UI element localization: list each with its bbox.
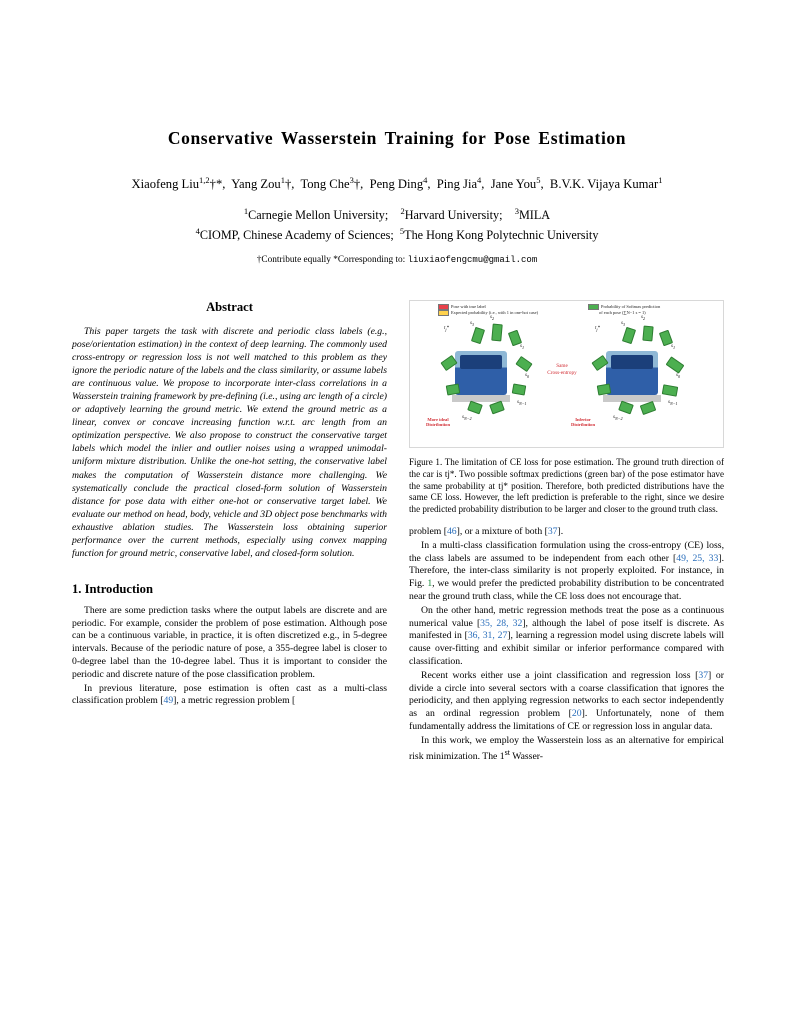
affiliation-line-1: $^1$Carnegie Mellon University; $^2$Harvard University; $^3$MILA [243, 206, 551, 223]
car-illustration-left [455, 351, 507, 395]
prob-bar-left-2 [491, 324, 502, 342]
citation-46[interactable]: 46 [446, 526, 457, 538]
prob-bar-right-2 [642, 326, 653, 342]
citation-group-1[interactable]: 49, 25, 33 [676, 552, 719, 564]
author-list: Xiaofeng Liu$^{1,2}$†*, Yang Zou$^1$†, Tong Che$^3$†, Peng Ding$^4$, Ping Jia$^4$, Jane You$^5$, B.V.K. Vijaya Kumar$^1$ [131, 175, 663, 192]
rp4-b: Wasser- [510, 750, 544, 762]
prob-bar-left-4 [515, 356, 532, 372]
figure-legend-right [588, 304, 718, 316]
citation-group-2[interactable]: 35, 28, 32 [480, 617, 523, 629]
bin-label-right-s0: $s_0$ [676, 373, 681, 379]
right-col-paragraph-4 [409, 735, 724, 764]
abstract-text: This paper targets the task with discrete and periodic class labels (e.g., pose/orientation estimation) in the context of deep learning. The commonly used cross-entropy or regression loss is not well matched to this problem as they ignore the periodic nature of the labels and the class similarity, or assume labels are continuous value. We propose to incorporate inter-class correlations in a Wasserstein training framework by pre-defining (i.e., using arc length of a circle) or adaptively learning the ground metric. We extend the ground metric as a linear, convex or concave increasing function w.r.t. arc length from an optimization perspective. We also propose to construct the conservative target labels which model the inlier and outlier noises using a wrapped unimodal-uniform mixture distribution. Unlike the one-hot setting, the conservative label makes the computation of Wasserstein distance more challenging. We systematically conclude the practical closed-form solution of Wasserstein distance for pose data with either one-hot or conservative target label. We evaluate our method on head, body, vehicle and 3D object pose benchmarks with exhaustive ablation studies. The Wasserstein loss obtaining superior performance over the current methods, especially using convex mapping function for ground metric, conservative label, and closed-form solution. [72, 326, 387, 559]
legend-swatch-yellow [438, 310, 449, 316]
legend-right-label-1: Probability of Softmax prediction [601, 304, 661, 310]
right-col-paragraph-2 [409, 605, 724, 669]
figure-1-caption: Figure 1. The limitation of CE loss for pose estimation. The ground truth direction of the car is tj*. Two possible softmax predictions (green bar) of the pose estimator have the same probability at tj* position. Therefore, both predicted distributions have the same CE loss. However, the left prediction is preferable to the right, since we desire the predicted probability distribution to be larger and closer to the ground truth class. [409, 457, 724, 515]
citation-37[interactable]: 37 [547, 526, 558, 538]
right-column [409, 300, 724, 765]
prob-bar-left-5 [512, 383, 527, 395]
section-heading-introduction: 1. Introduction [72, 581, 153, 596]
bin-label-right-s3: $s_3$ [621, 321, 626, 327]
rp2-a: On the other hand, metric regression methods treat the pose as a continuous numerical value [ [409, 604, 724, 629]
right-distribution-label: Inferior Distribution [571, 417, 595, 428]
corresponding-footnote [72, 255, 722, 265]
two-column-body [72, 300, 724, 765]
intro-p2-part-a: In previous literature, pose estimation is often cast as a multi-class classification problem [ [72, 682, 387, 707]
left-column [72, 300, 387, 765]
figure-legend-left [438, 304, 558, 316]
affiliation-line-2: $^4$CIOMP, Chinese Academy of Sciences; $^5$The Hong Kong Polytechnic University [195, 225, 599, 242]
right-col-paragraph-0: problem [46], or a mixture of both [37]. [409, 526, 564, 538]
rp3-c: ]. Unfortunately, none of them fundamentally address the limitations of CE or regression loss in angular data. [409, 708, 724, 733]
bin-label-left-s0: $s_0$ [525, 373, 530, 379]
rp4-a: In this work, we employ the Wasserstein loss as an alternative for empirical risk minimization. The 1 [409, 734, 724, 762]
rp1-b: ]. Therefore, the inter-class similarity is not properly exploited. For instance, in Fig. [409, 552, 725, 590]
figure-reference-1[interactable]: 1 [427, 578, 433, 590]
rp4-sup: st [504, 747, 510, 757]
footnote-text: †Contribute equally *Corresponding to: [256, 254, 408, 265]
same-cross-entropy-label: Same Cross-entropy [547, 363, 577, 376]
bin-label-left-t: $t_j*$ [444, 326, 450, 332]
rp1-a: In a multi-class classification formulation using the cross-entropy (CE) loss, the class labels are assumed to be independent from each other [ [409, 539, 724, 564]
bin-label-right-sn1: $s_{N-1}$ [668, 400, 678, 406]
legend-left-label-1: Pose with true label [451, 304, 486, 310]
rp3-a: Recent works either use a joint classification and regression loss [ [421, 669, 699, 681]
prob-bar-right-7 [618, 401, 634, 415]
bin-label-right-s2: $s_2$ [641, 315, 646, 321]
bin-label-left-s2: $s_2$ [490, 315, 495, 321]
legend-right-label-2: of each pose (∑N−1 s = 1) [599, 310, 646, 315]
prob-bar-right-4 [666, 356, 685, 373]
rp3-b: ] or divide a circle into several sectors with a coarse classification that ignores the periodicity, and then applying regression networks to each sector independently as an ordinal regression problem [ [409, 669, 724, 720]
bin-label-left-s3: $s_3$ [470, 321, 475, 327]
left-distribution-label: More ideal Distribution [426, 417, 450, 428]
right-col-paragraph-1 [409, 540, 724, 604]
citation-49[interactable]: 49 [163, 695, 174, 707]
citation-37b[interactable]: 37 [698, 669, 709, 681]
bin-label-right-s1: $s_1$ [671, 344, 676, 350]
prob-bar-right-6 [640, 401, 657, 415]
intro-paragraph-1: There are some prediction tasks where the output labels are discrete and are periodic. For example, consider the problem of pose estimation. Although pose can be a continuous variable, in practice, it is often discretized e.g., in 5-degree intervals. Because of the periodic nature of pose, a 355-degree label is closer to 0-degree label than the 10-degree label. Thus it is important to consider the periodic and discrete nature of the pose classification problem. [72, 604, 387, 680]
legend-left-label-2: Expected probability (i.e., with 1 in one-hot case) [451, 310, 539, 316]
rp2-c: ], learning a regression model using discrete labels will cause over-fitting and exhibit similar or inferior performance compared with classification. [409, 630, 725, 668]
intro-paragraph-2 [72, 683, 387, 709]
car-illustration-right [606, 351, 658, 395]
rp1-c: , we would prefer the predicted probability distribution to be concentrated near the ground truth class, while the CE loss does not encourage that. [409, 578, 724, 603]
prob-bar-left-6 [489, 401, 505, 415]
contact-email: liuxiaofengcmu@gmail.com [407, 254, 538, 265]
paper-header [72, 128, 722, 265]
bin-label-left-sn1: $s_{N-1}$ [517, 400, 527, 406]
prob-bar-right-5 [662, 384, 679, 396]
prob-bar-left-1 [471, 327, 485, 344]
rp2-b: ], although the label of pose itself is discrete. As manifested in [ [409, 617, 724, 642]
bin-label-left-s1: $s_1$ [520, 344, 525, 350]
abstract-heading: Abstract [206, 300, 253, 314]
citation-20[interactable]: 20 [571, 708, 582, 720]
intro-p2-part-b: ], a metric regression problem [ [173, 695, 296, 707]
figure-1 [409, 300, 724, 448]
prob-bar-right-1 [622, 327, 636, 344]
page-title: Conservative Wasserstein Training for Pose Estimation [167, 128, 627, 148]
prob-bar-left-7 [467, 401, 483, 415]
right-col-paragraph-3 [409, 670, 724, 734]
bin-label-left-sn2: $s_{N-2}$ [462, 415, 472, 421]
citation-group-3[interactable]: 36, 31, 27 [467, 630, 508, 642]
legend-swatch-green [588, 304, 599, 310]
bin-label-right-sn2: $s_{N-2}$ [613, 415, 623, 421]
bin-label-right-t: $t_j*$ [595, 326, 601, 332]
